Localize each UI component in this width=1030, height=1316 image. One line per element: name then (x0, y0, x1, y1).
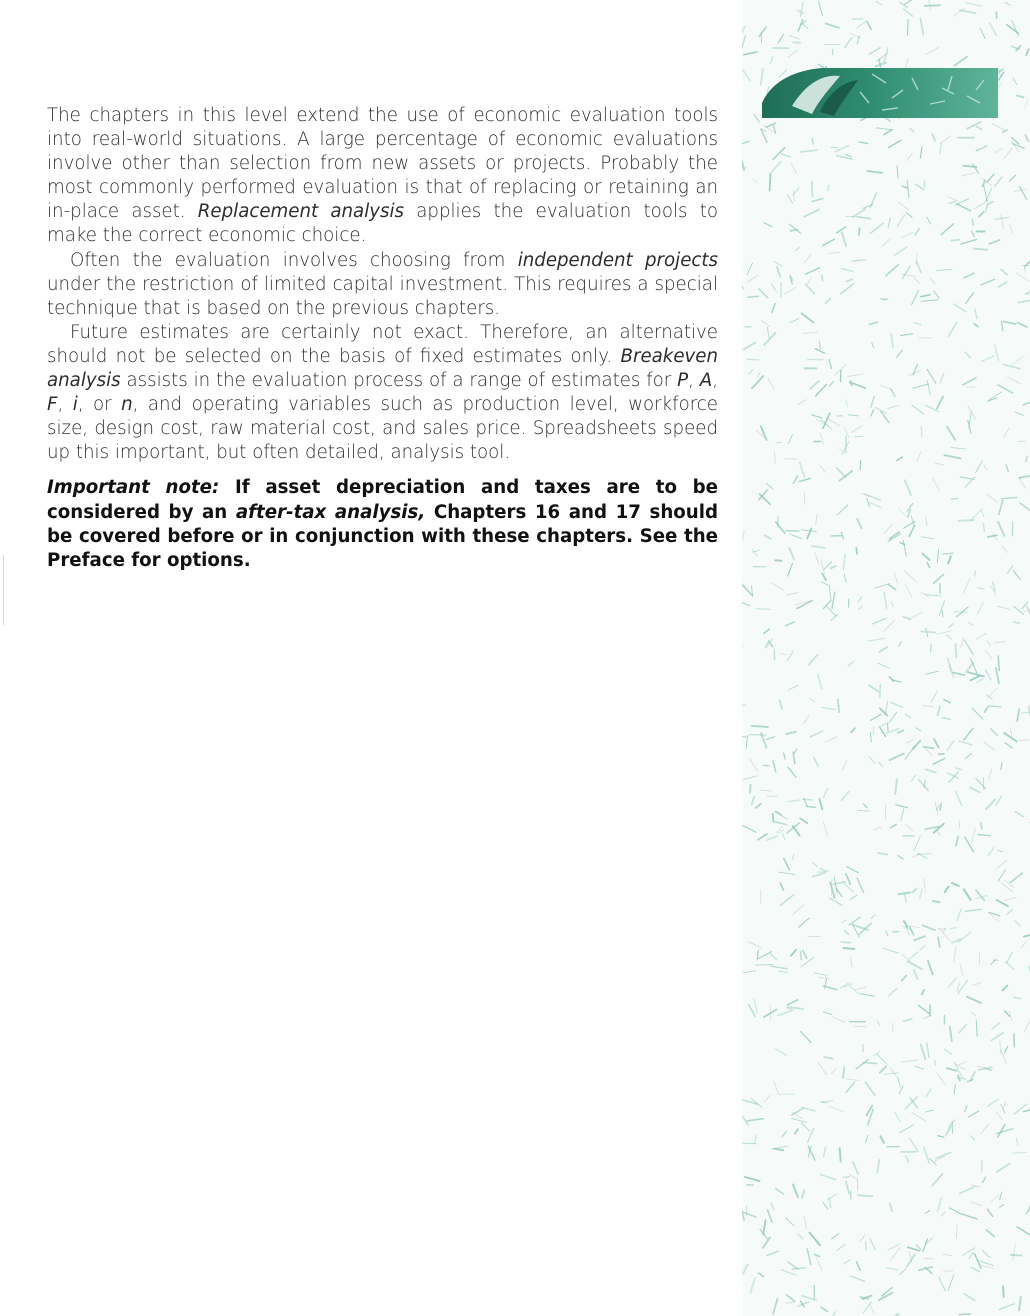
paragraph-text: Future estimates are certainly not exact. Therefore, an alternative should not be selected on the basis of fixed estimates only. (47, 321, 718, 367)
separator: , (688, 370, 700, 392)
paragraph-replacement-analysis (47, 104, 718, 249)
paragraph-independent-projects (47, 249, 718, 321)
level-marker-tab (762, 68, 998, 118)
separator: , or (77, 394, 122, 416)
paragraph-text: Often the evaluation involves choosing from (70, 249, 518, 271)
note-label: Important note: (47, 477, 220, 499)
chapter-intro-text (47, 104, 718, 574)
fiber-texture-graphic (742, 0, 1030, 1316)
note-text: Chapters 16 and 17 should be covered before or in conjunction with these chapters. See the Preface for options. (47, 501, 718, 572)
note-text: If asset depreciation and taxes are to be considered by an (47, 477, 718, 523)
separator: , (712, 370, 718, 392)
decorative-side-strip (742, 0, 1030, 1316)
paragraph-text: assists in the evaluation process of a range of estimates for (120, 370, 678, 392)
emphasis-term: independent projects (517, 249, 718, 271)
paragraph-breakeven-analysis (47, 321, 718, 466)
variable-symbol: P (677, 370, 689, 392)
variable-symbol: F (47, 394, 58, 416)
emphasis-term: Replacement analysis (197, 201, 405, 223)
paragraph-text: The chapters in this level extend the use of economic evaluation tools into real-world situations. A large percentage of economic evaluations involve other than selection from new assets or projects. Probably the most commonly performed evaluation is that of replacing or retaining an in-place asset. (47, 105, 718, 223)
variable-symbol: n (121, 394, 133, 416)
important-note (47, 476, 718, 573)
variable-symbol: i (72, 394, 78, 416)
separator: , (57, 394, 73, 416)
emphasis-term: Breakeven analysis (47, 345, 718, 392)
paragraph-text: , and operating variables such as production level, workforce size, design cost, raw material cost, and sales price. Spreadsheets speed up this important, but often detailed, analysis tool. (47, 394, 718, 464)
variable-symbol: A (699, 370, 713, 392)
emphasis-term: after-tax analysis, (235, 501, 426, 523)
paragraph-text: applies the evaluation tools to make the correct economic choice. (47, 201, 718, 247)
page-gutter-mark (3, 555, 4, 625)
paragraph-text: under the restriction of limited capital investment. This requires a special technique that is based on the previous chapters. (47, 273, 718, 319)
